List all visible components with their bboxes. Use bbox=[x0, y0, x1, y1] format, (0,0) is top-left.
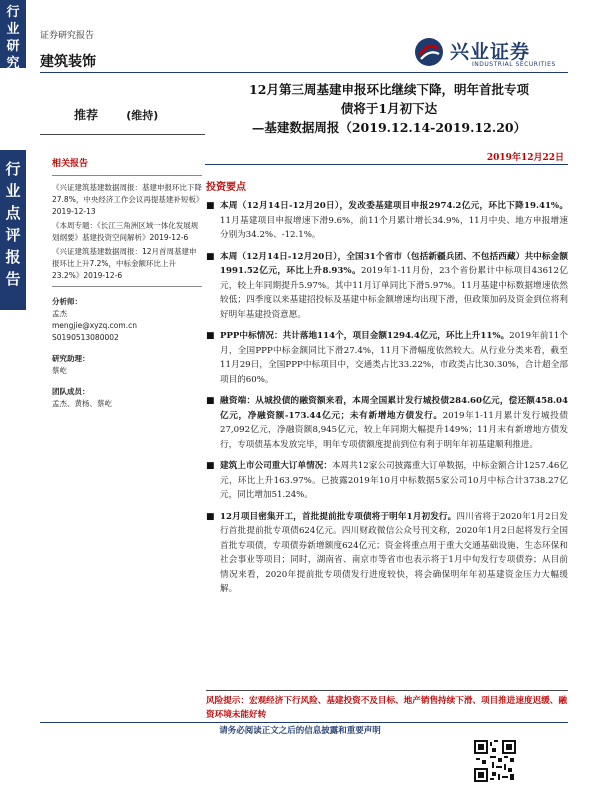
key-point bbox=[206, 329, 568, 387]
key-point-lead: 本周（12月14日-12月20日），发改委基建项目申报2974.2亿元，环比下降19.41%。 bbox=[220, 201, 568, 211]
title-line: 12月第三周基建申报环比继续下降，明年首批专项 bbox=[249, 82, 529, 97]
banner-char: 业 bbox=[6, 22, 20, 37]
key-point-body: 11月基建项目申报增速下滑9.6%，前11个月累计增长34.9%，11月中央、地方申报增速分别为34.2%、-12.1%。 bbox=[220, 215, 568, 240]
rating-maintain: (维持) bbox=[126, 109, 159, 122]
banner-char: 业 bbox=[5, 182, 21, 200]
key-point bbox=[206, 199, 568, 243]
banner-char: 究 bbox=[6, 56, 20, 71]
risk-warning: 风险提示：宏观经济下行风险、基建投资不及目标、地产销售持续下滑、项目推进速度迟缓、融资环境未能好转 bbox=[206, 696, 567, 720]
banner-char: 告 bbox=[5, 270, 21, 288]
rating-divider bbox=[40, 134, 205, 135]
logo-text-en: INDUSTRIAL SECURITIES bbox=[472, 61, 556, 68]
logo-mark-icon bbox=[414, 37, 444, 67]
assistant-label: 研究助理： bbox=[52, 354, 90, 363]
header-left bbox=[40, 28, 96, 71]
banner-char: 评 bbox=[5, 226, 21, 244]
related-report-link[interactable]: 《兴证建筑基建数据周报：基建申报环比下降27.8%，中央经济工作会议再提基建补短板》2019-12-13 bbox=[52, 183, 202, 216]
industry-name: 建筑装饰 bbox=[40, 54, 96, 70]
qr-code-icon bbox=[474, 740, 516, 782]
sidebar bbox=[52, 156, 202, 410]
related-reports-heading: 相关报告 bbox=[52, 159, 89, 169]
key-point bbox=[206, 459, 568, 503]
key-point bbox=[206, 250, 568, 323]
related-report-link[interactable]: 《兴证建筑基建数据周报：12月首周基建申报环比上升7.2%，中标金额环比上升23.2%》2019-12-6 bbox=[52, 247, 197, 280]
key-point-body: 2019年1-11月累计发行城投债27,092亿元，净融资额8,945亿元，较上年同期大幅提升149%；11月末有新增地方债发行，专项债基本发放完毕，明年专项债额度提前到位有利于明年年初基建顺利推进。 bbox=[220, 410, 568, 450]
vertical-banner-report-type bbox=[0, 150, 26, 310]
key-point-lead: PPP中标情况：共计落地114个，项目金额1294.4亿元，环比上升11%。 bbox=[220, 331, 510, 341]
rating bbox=[74, 106, 158, 123]
footer-disclaimer: 请务必阅读正文之后的信息披露和重要声明 bbox=[219, 726, 381, 736]
banner-char: 行 bbox=[6, 5, 20, 20]
banner-char: 研 bbox=[6, 39, 20, 54]
header-divider bbox=[40, 72, 568, 73]
sidebar-divider bbox=[52, 286, 202, 287]
footer-divider bbox=[40, 722, 568, 723]
banner-char: 行 bbox=[5, 160, 21, 178]
key-point-body: 2019年前11个月，全国PPP中标金额同比下滑27.4%，11月下滑幅度依然较大。从行业分类来看，截至11月29日，全国PPP中标项目中，交通类占比33.22%，市政类占比30.30%，合计超全部项目的60%。 bbox=[220, 331, 569, 385]
vertical-banner-research bbox=[0, 0, 26, 71]
key-point-lead: 融资端：从城投债的融资额来看，本周全国累计发行城投债284.60亿元，偿还额458.04亿元，净融资额-173.44亿元；未有新增地方债发行。 bbox=[220, 396, 568, 421]
main-content bbox=[206, 178, 568, 604]
logo-text-cn: 兴业证券 bbox=[450, 41, 531, 63]
title-line: 债将于1月初下达 bbox=[340, 101, 438, 116]
team-members: 孟杰、黄杨、蔡屹 bbox=[52, 399, 112, 408]
key-point-lead: 建筑上市公司重大订单情况： bbox=[220, 461, 332, 471]
analyst-label: 分析师： bbox=[52, 297, 82, 306]
team-label: 团队成员： bbox=[52, 387, 90, 396]
banner-char: 报 bbox=[5, 248, 21, 266]
assistant-name: 蔡屹 bbox=[52, 366, 67, 375]
key-points-heading: 投资要点 bbox=[206, 182, 246, 193]
company-logo bbox=[414, 36, 564, 70]
report-date: 2019年12月22日 bbox=[486, 153, 564, 163]
report-title bbox=[210, 80, 568, 137]
key-point-body: 本周共12家公司披露重大订单数据，中标金额合计1257.46亿元，环比上升163.97%。已披露2019年10月中标数据5家公司10月中标合计3738.27亿元，同比增加51.24%。 bbox=[220, 461, 568, 500]
banner-char: 点 bbox=[5, 204, 21, 222]
analyst-name: 孟杰 bbox=[52, 309, 67, 318]
analyst-email[interactable]: mengjie@xyzq.com.cn bbox=[52, 321, 137, 330]
report-type: 证券研究报告 bbox=[40, 31, 95, 41]
risk-divider bbox=[206, 690, 568, 691]
related-report-link[interactable]: 《本周专题：《长江三角洲区域一体化发展规划纲要》基建投资空间解析》2019-12-6 bbox=[52, 221, 199, 242]
key-point-lead: 12月项目密集开工，首批提前批专项债将于明年1月初发行。 bbox=[220, 511, 457, 522]
key-point-body: 四川省将于2020年1月2日发行首批提前批专项债624亿元。四川财政微信公众号刊文称，2020年1月2日起将发行全国首批专项债，专项债券新增额度624亿元；资金将重点用于重大交通基础设施、生态环保和社会事业等项目；同时，湖南省、南京市等省市也表示将于1月中旬发行专项债券；从目前情况来看，2020年提前批专项债发行进度较快，将会确保明年年初基建资金压力大幅缓解。 bbox=[220, 511, 568, 594]
analyst-id: S0190513080002 bbox=[52, 333, 119, 342]
key-point bbox=[206, 510, 568, 597]
key-point-body: 2019年1-11月份，23个省份累计中标项目43612亿元，较上年同期提升5.97%。其中11月订单同比下滑5.97%。11月基建中标数据增速依然较低；四季度以来基建招投标及基建中标金额增速均出现下滑，但政策加码及资金到位将利好明年基建投资意愿。 bbox=[220, 266, 568, 320]
key-point-lead: 本周（12月14日-12月20日），全国31个省市（包括新疆兵团、不包括西藏）共中标金额1991.52亿元，环比上升8.93%。 bbox=[220, 251, 568, 276]
rating-label: 推荐 bbox=[74, 108, 99, 122]
key-point bbox=[206, 394, 568, 452]
title-divider bbox=[205, 164, 568, 165]
analyst-info bbox=[52, 296, 202, 410]
sidebar-divider bbox=[52, 175, 202, 176]
title-subtitle: —基建数据周报（2019.12.14-2019.12.20） bbox=[251, 120, 527, 135]
